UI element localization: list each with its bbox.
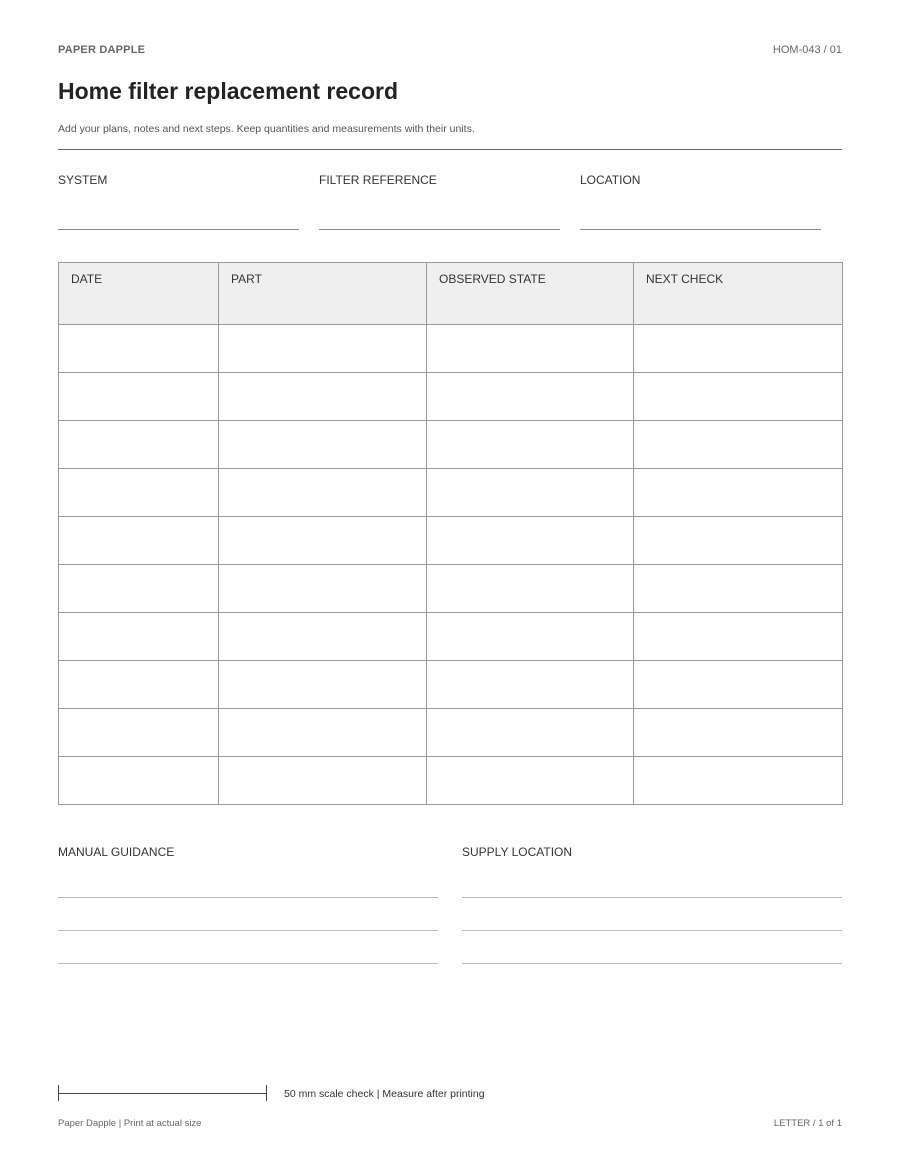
scale-bar-right-tick	[266, 1085, 267, 1101]
notes-label-manual-guidance: MANUAL GUIDANCE	[58, 845, 175, 859]
supply-location-line-3[interactable]	[462, 963, 842, 964]
field-label-filter-reference: FILTER REFERENCE	[319, 173, 437, 187]
field-label-system: SYSTEM	[58, 173, 108, 187]
table-cell[interactable]	[427, 565, 634, 613]
table-cell[interactable]	[59, 613, 219, 661]
table-cell[interactable]	[427, 325, 634, 373]
table-row	[59, 373, 843, 421]
table-row	[59, 565, 843, 613]
table-cell[interactable]	[219, 661, 427, 709]
table-cell[interactable]	[59, 325, 219, 373]
page-title: Home filter replacement record	[58, 78, 399, 104]
table-cell[interactable]	[219, 373, 427, 421]
table-cell[interactable]	[634, 421, 843, 469]
scale-bar	[58, 1085, 267, 1101]
table-cell[interactable]	[59, 661, 219, 709]
table-row	[59, 709, 843, 757]
scale-bar-line	[58, 1093, 267, 1094]
table-row	[59, 757, 843, 805]
record-table	[58, 262, 843, 805]
table-row	[59, 469, 843, 517]
table-cell[interactable]	[219, 421, 427, 469]
column-header-part: PART	[219, 263, 427, 325]
document-reference: HOM-043 / 01	[772, 44, 842, 56]
footer-left-text: Paper Dapple | Print at actual size	[58, 1118, 202, 1129]
table-cell[interactable]	[634, 373, 843, 421]
table-cell[interactable]	[634, 517, 843, 565]
table-cell[interactable]	[634, 757, 843, 805]
record-table-wrapper	[58, 262, 842, 805]
table-row	[59, 421, 843, 469]
table-cell[interactable]	[634, 661, 843, 709]
table-cell[interactable]	[427, 421, 634, 469]
table-cell[interactable]	[219, 757, 427, 805]
notes-label-supply-location: SUPPLY LOCATION	[462, 845, 573, 859]
table-row	[59, 517, 843, 565]
column-header-date: DATE	[59, 263, 219, 325]
table-cell[interactable]	[427, 373, 634, 421]
table-row	[59, 325, 843, 373]
table-row	[59, 613, 843, 661]
page-subtitle: Add your plans, notes and next steps. Keep quantities and measurements with their units.	[58, 123, 475, 135]
table-cell[interactable]	[59, 517, 219, 565]
column-header-next-check: NEXT CHECK	[634, 263, 843, 325]
table-cell[interactable]	[59, 421, 219, 469]
field-filter-reference-line[interactable]	[319, 229, 560, 230]
table-cell[interactable]	[634, 565, 843, 613]
table-cell[interactable]	[219, 517, 427, 565]
manual-guidance-line-1[interactable]	[58, 897, 438, 898]
table-cell[interactable]	[427, 469, 634, 517]
table-cell[interactable]	[219, 613, 427, 661]
table-cell[interactable]	[427, 517, 634, 565]
table-cell[interactable]	[427, 709, 634, 757]
table-cell[interactable]	[427, 661, 634, 709]
field-label-location: LOCATION	[580, 173, 641, 187]
table-cell[interactable]	[59, 469, 219, 517]
footer-page-info: LETTER / 1 of 1	[773, 1118, 842, 1129]
table-row	[59, 661, 843, 709]
table-cell[interactable]	[59, 757, 219, 805]
scale-check-text: 50 mm scale check | Measure after printing	[284, 1088, 485, 1100]
column-header-observed-state: OBSERVED STATE	[427, 263, 634, 325]
supply-location-line-1[interactable]	[462, 897, 842, 898]
table-cell[interactable]	[634, 469, 843, 517]
table-cell[interactable]	[427, 757, 634, 805]
manual-guidance-line-3[interactable]	[58, 963, 438, 964]
brand-name: PAPER DAPPLE	[58, 44, 146, 56]
table-cell[interactable]	[219, 709, 427, 757]
table-cell[interactable]	[634, 325, 843, 373]
table-header-row	[59, 263, 843, 325]
table-cell[interactable]	[59, 709, 219, 757]
table-cell[interactable]	[219, 565, 427, 613]
manual-guidance-line-2[interactable]	[58, 930, 438, 931]
field-location-line[interactable]	[580, 229, 821, 230]
table-cell[interactable]	[59, 565, 219, 613]
table-cell[interactable]	[634, 613, 843, 661]
table-cell[interactable]	[634, 709, 843, 757]
table-cell[interactable]	[59, 373, 219, 421]
field-system-line[interactable]	[58, 229, 299, 230]
supply-location-line-2[interactable]	[462, 930, 842, 931]
table-cell[interactable]	[219, 469, 427, 517]
table-cell[interactable]	[427, 613, 634, 661]
table-cell[interactable]	[219, 325, 427, 373]
header-divider	[58, 149, 842, 150]
